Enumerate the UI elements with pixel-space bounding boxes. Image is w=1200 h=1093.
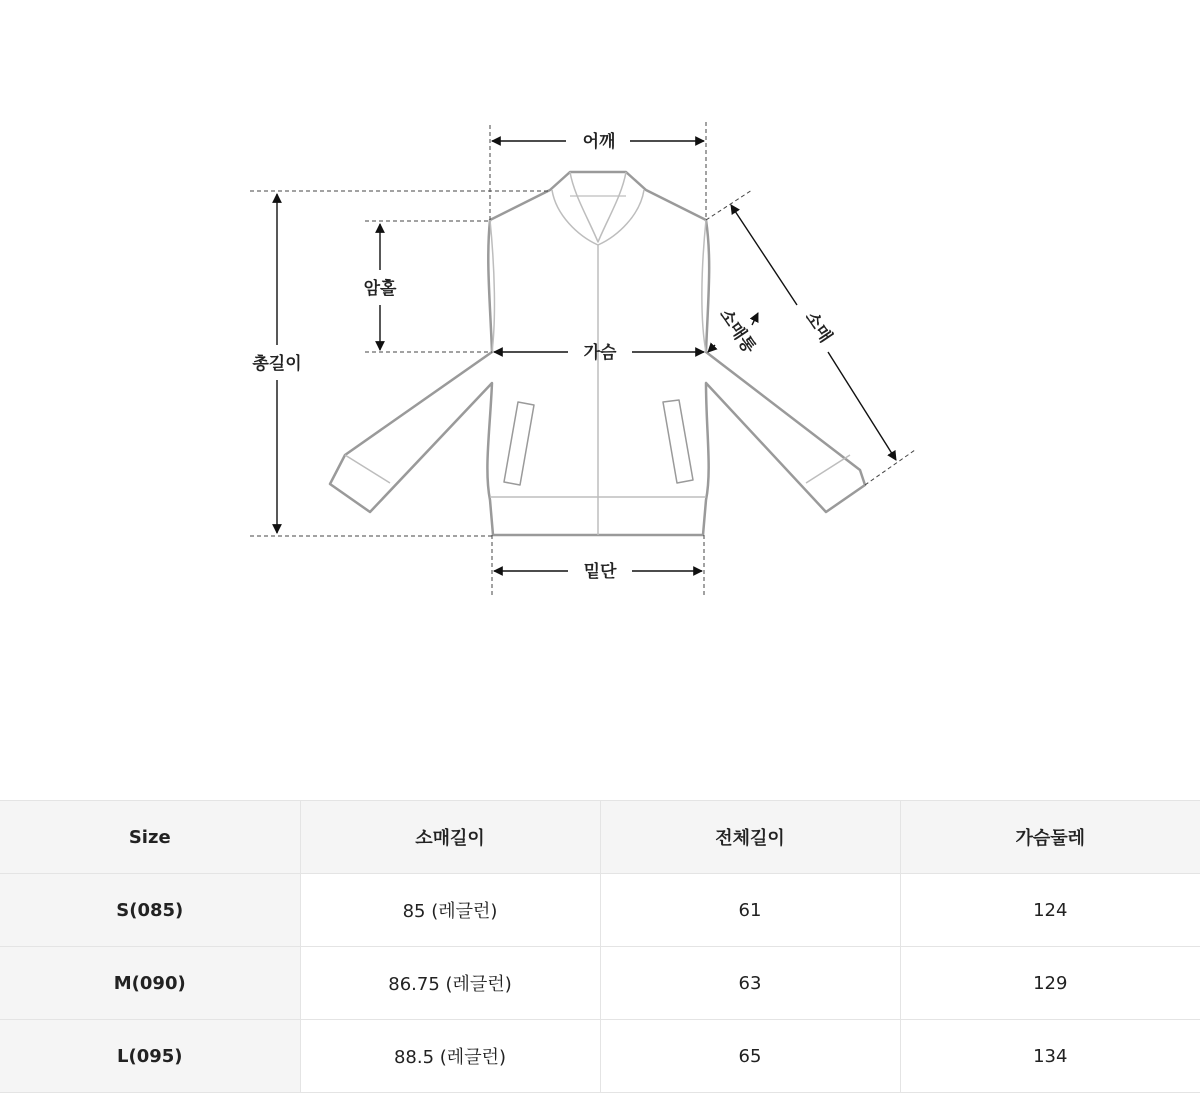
chest-cell: 124 [900, 874, 1200, 947]
table-row [0, 947, 1200, 1020]
guide-sleeve-top [706, 190, 752, 220]
collar-inner [570, 172, 626, 242]
guide-sleeve-bottom [865, 450, 915, 485]
size-cell: L(095) [0, 1020, 300, 1093]
guide-lines [250, 122, 915, 598]
total-length-cell: 63 [600, 947, 900, 1020]
chest-cell: 134 [900, 1020, 1200, 1093]
chest-cell: 129 [900, 947, 1200, 1020]
header-sleeve-length: 소매길이 [300, 801, 600, 874]
total-length-cell: 61 [600, 874, 900, 947]
chest-label: 가슴 [583, 343, 617, 363]
pocket-left [504, 402, 534, 485]
sleeve-label: 소매 [800, 307, 836, 347]
size-table-header-row [0, 801, 1200, 874]
size-table-header [0, 801, 1200, 874]
size-cell: S(085) [0, 874, 300, 947]
collar [552, 190, 644, 245]
sleeve-width-label: 소매통 [715, 305, 760, 358]
total-length-label: 총길이 [252, 354, 302, 374]
sleeve-width-arrow-top [752, 313, 758, 325]
sleeve-width-arrow-bottom [708, 345, 715, 352]
header-chest: 가슴둘레 [900, 801, 1200, 874]
cuff-right [806, 455, 850, 483]
sleeve-length-cell: 88.5 (레글런) [300, 1020, 600, 1093]
hem-label: 밑단 [583, 562, 617, 582]
sleeve-arrow-top [731, 205, 797, 305]
raglan-seam-right [702, 220, 706, 352]
total-length-cell: 65 [600, 1020, 900, 1093]
sleeve-length-cell: 86.75 (레글런) [300, 947, 600, 1020]
size-table [0, 800, 1200, 1093]
table-row [0, 874, 1200, 947]
size-table-body [0, 874, 1200, 1093]
shoulder-label: 어깨 [582, 132, 616, 152]
size-cell: M(090) [0, 947, 300, 1020]
header-total-length: 전체길이 [600, 801, 900, 874]
header-size: Size [0, 801, 300, 874]
sleeve-length-cell: 85 (레글런) [300, 874, 600, 947]
armhole-label: 암홀 [363, 279, 397, 299]
sleeve-arrow-bottom [828, 352, 896, 460]
table-row [0, 1020, 1200, 1093]
cuff-left [345, 455, 390, 483]
pocket-right [663, 400, 693, 483]
